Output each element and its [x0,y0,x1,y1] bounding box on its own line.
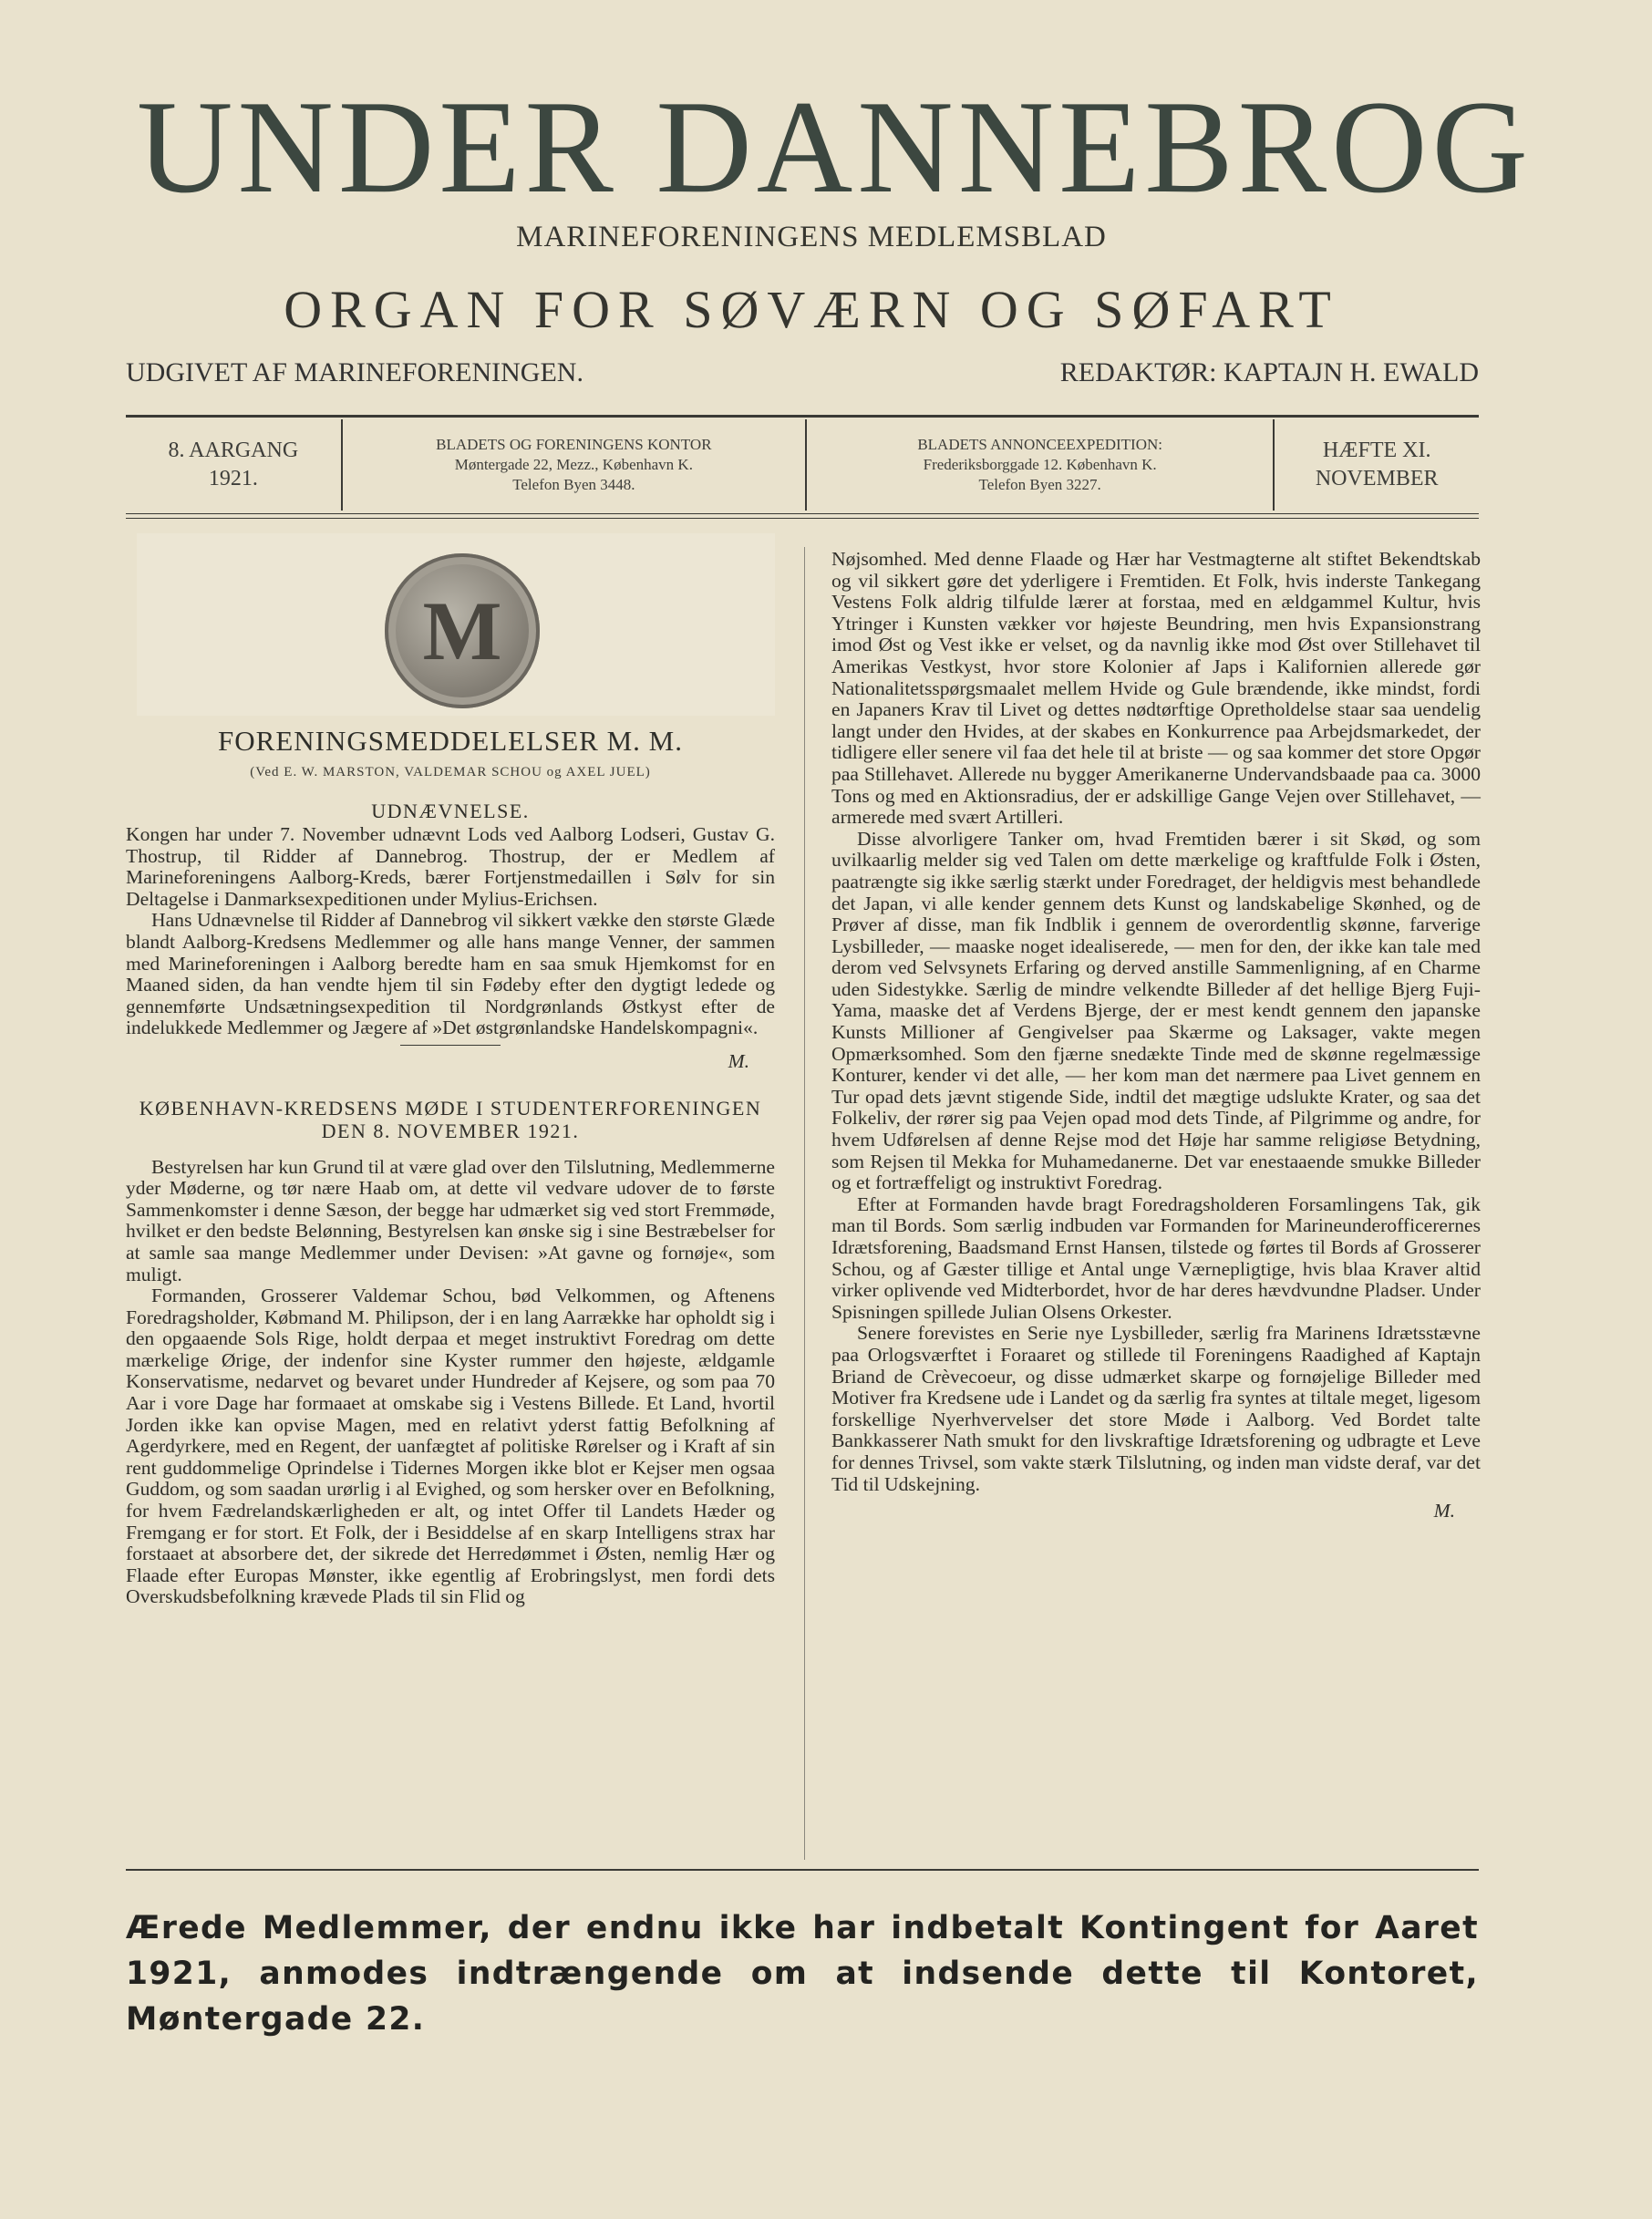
article-paragraph: Formanden, Grosserer Valdemar Schou, bød Velkommen, og Aftenens Foredragsholder, Købmand M. Philipson, der i en lang Aarrække har opholdt sig i den opgaaende Sols Rige, holdt derpaa et meget instruktivt Foredrag om dette mærkelige Ørige, der indenfor sine Kyster rummer den højeste, ældgamle Konservatisme, nedarvet og bevaret under Hundreder af Kejsere, og som paa 70 Aar i vore Dage har formaaet at omskabe sig i Vestens Billede. Et Land, hvortil Jorden ikke kan opvise Magen, med en relativt yderst fattig Befolkning af Agerdyrkere, med en Regent, der uanfægtet af politiske Rørelser og i Kraft af sin rent guddommelige Oprindelse i Tidernes Morgen ikke blot er Kejser men ogsaa Guddom, og som saadan urørlig i al Evighed, og som hersker over en Befolkning, for hvem Fædrelandskærligheden er alt, og intet Offer til Landets Hæder og Fremgang er for stort. Et Folk, der i Besiddelse af en skarp Intelligens strax har forstaaet at absorbere det, der sikrede det Herredømmet i Østen, nemlig Hær og Flaade efter Europas Mønster, ikke egentlig af Erobringslyst, men fordi dets Overskudsbefolkning krævede Plads til sin Flid og [126,1285,775,1608]
issue-cell [1275,419,1479,511]
header-rule-top [126,415,1479,418]
section-title: FORENINGSMEDDELELSER M. M. [218,725,683,757]
column-divider [804,547,805,1860]
month: NOVEMBER [1315,467,1439,490]
ads-title: BLADETS ANNONCEEXPEDITION: [917,435,1162,453]
masthead-title: UNDER DANNEBROG [137,73,1533,221]
info-box [126,419,1479,511]
membership-notice: Ærede Medlemmer, der endnu ikke har indbetalt Kontingent for Aaret 1921, anmodes indtrængende om at indsende dette til Kontoret, Møntergade 22. [126,1910,1479,2038]
left-column [126,725,775,1608]
volume-cell [126,419,341,511]
article-divider [400,1045,501,1046]
seal-letter: M [422,584,502,677]
publisher-row [126,357,1479,388]
article-paragraph: Hans Udnævnelse til Ridder af Dannebrog vil sikkert vække den største Glæde blandt Aalborg-Kredsens Medlemmer og alle hans mange Venner, der sammen med Marineforeningen i Aalborg beredte ham en saa smuk Hjemkomst for en Maaned siden, da han vendte hjem til sin Fødeby efter den dygtigt ledede og gennemførte Undsætningsexpedition til Nordgrønlands Østkyst efter de indelukkede Medlemmer og Jægere af »Det østgrønlandske Handelskompagni«. [126,909,775,1039]
header-rule-bottom-2 [126,518,1479,519]
article-signature: M. [1433,1500,1455,1522]
office-phone: Telefon Byen 3448. [512,476,635,494]
section-byline: (Ved E. W. MARSTON, VALDEMAR SCHOU og AXEL JUEL) [250,765,651,779]
right-column [831,549,1481,1522]
marineforening-seal-icon [385,553,540,708]
publisher: UDGIVET AF MARINEFORENINGEN. [126,357,583,387]
article-paragraph: Bestyrelsen har kun Grund til at være glad over den Tilslutning, Medlemmerne yder Møderne, og tør nære Haab om, at dette vil vedvare udover de to første Sammenkomster i denne Sæson, der begge har udmærket sig ved stort Fremmøde, hvilket er den bedste Belønning, Bestyrelsen kan ønske sig i sine Bestræbelser for at samle saa mange Medlemmer under Devisen: »At gavne og fornøje«, som muligt. [126,1155,775,1285]
article-paragraph: Nøjsomhed. Med denne Flaade og Hær har Vestmagterne alt stiftet Bekendtskab og vil sikkert gøre det yderligere i Fremtiden. Et Folk, hvis inderste Tankegang Vestens Folk aldrig tilfulde lærer at forstaa, med en ældgammel Kultur, hvis Ytringer i Kunsten vækker vor højeste Beundring, men hvis Expansionstrang imod Øst og Vest ikke er velset, og da navnlig ikke mod Øst over Stillehavet til Amerikas Vestkyst, hvor store Kolonier af Japs i Kalifornien allerede gør Nationalitetsspørgsmaalet mellem Hvide og Gule brændende, ikke mindst, fordi en Japaners Krav til Livet og dettes nødtørftige Opretholdelse staar saa uendelig langt under den Hvides, at der skabes en Konkurrence paa Arbejdsmarkedet, der tidligere eller senere vil faa det hele til at briste — og saa kommer det store Opgør paa Stillehavet. Allerede nu bygger Amerikanerne Undervandsbaade paa ca. 3000 Tons og med en Aktionsradius, der er adskillige Gange Vejen over Stillehavet, — armerede med svært Artilleri. [831,548,1481,829]
header-rule-bottom [126,513,1479,514]
ads-address: Frederiksborggade 12. København K. [923,455,1157,473]
article-paragraph: Kongen har under 7. November udnævnt Lods ved Aalborg Lodseri, Gustav G. Thostrup, til Ridder af Dannebrog. Thostrup, der er Medlem af Marineforeningens Aalborg-Kreds, bærer Fortjenstmedaillen i Sølv for sin Deltagelse i Danmarksexpeditionen under Mylius-Erichsen. [126,823,775,910]
office-cell [343,419,805,511]
masthead-organ: ORGAN FOR SØVÆRN OG SØFART [284,280,1339,339]
notice-rule [126,1869,1479,1871]
seal-area [137,533,775,716]
editor: REDAKTØR: KAPTAJN H. EWALD [1059,357,1479,387]
article-heading: UDNÆVNELSE. [371,800,530,822]
article-signature: M. [728,1049,749,1072]
article-paragraph: Senere forevistes en Serie nye Lysbilleder, særlig fra Marinens Idrætsstævne paa Orlogsværftet i Foraaret og stillede til Foreningens Raadighed af Kaptajn Briand de Crèvecoeur, og disse udmærket skarpe og fornøjelige Billeder med Motiver fra Kredsene ude i Landet og da særlig fra syntes at tiltale meget, ligesom forskellige Nyerhvervelser det store Møde i Aalborg. Ved Bordet talte Bankkasserer Nath smukt for den livskraftige Idrætsforening og udbragte et Leve for dennes Trivsel, som vakte stærk Tilslutning, og inden man vidste deraf, var det Tid til Udskejning. [831,1322,1481,1495]
volume: 8. AARGANG [168,438,299,462]
ads-phone: Telefon Byen 3227. [978,476,1101,494]
ads-cell [807,419,1273,511]
year: 1921. [208,467,258,490]
article-paragraph: Disse alvorligere Tanker om, hvad Fremtiden bærer i sit Skød, og som uvilkaarlig melder sig ved Talen om dette mærkelige og kraftfulde Folk i Østen, paatrængte sig ikke særlig stærkt under Foredraget, der heldigvis mest behandlede det Japan, vi alle kender gennem dets Kunst og landskabelige Skønhed, og de Prøver af disse, man fik Indblik i gennem de overordentlig skønne, farverige Lysbilleder, — maaske noget idealiserede, — men for den, der ikke kan tale med derom ved Selvsynets Erfaring og derved anstille Sammenligning, af en Charme uden Sidestykke. Særlig de mindre velkendte Billeder af det hellige Bjerg Fuji-Yama, maaske det af Verdens Bjerge, der er mest kendt gennem den japanske Kunsts Millioner af Gengivelser paa Skærme og Laksager, vakte megen Opmærksomhed. Som den fjærne snedækte Tinde med de skønne regelmæssige Konturer, kender vi det alle, — her kom man det nærmere paa Livet gennem en Tur opad dets jævnt stigende Side, indtil det mægtige udslukte Krater, og saa det Folkeliv, der rører sig paa Vejen opad mod dets Tinde, af Pilgrimme og andre, for hvem Udførelsen af denne Rejse mod det Høje har samme religiøse Betydning, som Rejsen til Mekka for Muhamedanerne. Det var enestaaende smukke Billeder og et fortræffeligt og instruktivt Foredrag. [831,827,1481,1194]
masthead-subtitle: MARINEFORENINGENS MEDLEMSBLAD [516,221,1107,253]
issue: HÆFTE XI. [1322,438,1431,462]
article-heading: KØBENHAVN-KREDSENS MØDE I STUDENTERFORENINGEN DEN 8. NOVEMBER 1921. [139,1096,762,1142]
office-address: Møntergade 22, Mezz., København K. [454,455,693,473]
article-paragraph: Efter at Formanden havde bragt Foredragsholderen Forsamlingens Tak, gik man til Bords. Som særlig indbuden var Formanden for Marineunderofficerernes Idrætsforening, Baadsmand Ernst Hansen, tilstede og førtes til Bords af Grosserer Schou, og af Gæster tillige et Antal unge Værnepligtige, hvis blaa Kraver altid virker oplivende ved Midterbordet, hvor de har deres hævdvundne Pladser. Under Spisningen spillede Julian Olsens Orkester. [831,1192,1481,1323]
office-title: BLADETS OG FORENINGENS KONTOR [436,435,712,453]
